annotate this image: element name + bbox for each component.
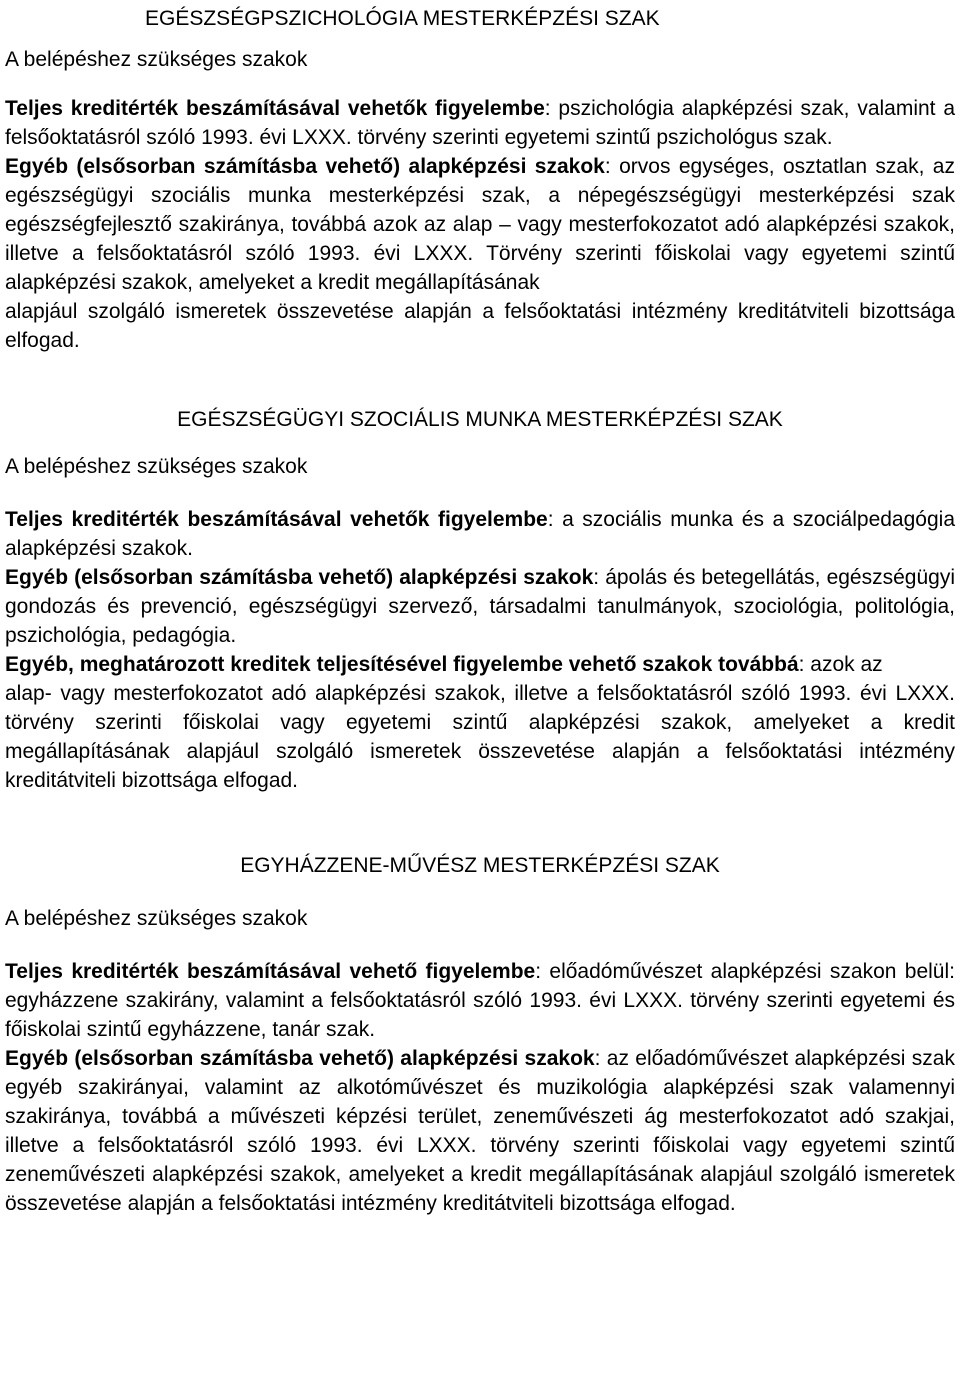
paragraph-full-credit [5,957,955,1044]
paragraph-text: : a szociális munka és a szociálpedagógia alapképzési szakok. [5,508,955,560]
label-bold: Teljes kreditérték beszámításával vehetők figyelembe [5,508,548,531]
label-bold: Egyéb (elsősorban számításba vehető) alapképzési szakok [5,1047,595,1070]
paragraph-text: : előadóművészet alapképzési szakon belül: egyházzene szakirány, valamint a felsőoktatásról szóló 1993. évi LXXX. törvény szerinti egyetemi és főiskolai szintű egyházzene, tanár szak. [5,960,955,1041]
section-subhead: A belépéshez szükséges szakok [5,455,308,478]
paragraph-other-programs [5,563,955,650]
section-subhead: A belépéshez szükséges szakok [5,48,308,71]
paragraph-other-programs [5,1044,955,1218]
paragraph-other-programs [5,152,955,297]
section-subhead: A belépéshez szükséges szakok [5,907,308,930]
section-title: EGÉSZSÉGPSZICHOLÓGIA MESTERKÉPZÉSI SZAK [145,7,660,30]
section-egeszsegugyi-szocialis-munka [5,405,955,795]
label-bold: Egyéb (elsősorban számításba vehető) alapképzési szakok [5,566,594,589]
paragraph-text: : pszichológia alapképzési szak, valamint a felsőoktatásról szóló 1993. évi LXXX. törvény szerinti egyetemi szintű pszichológus szak. [5,97,956,149]
label-bold: Egyéb, meghatározott kreditek teljesítésével figyelembe vehető szakok továbbá [5,653,799,676]
paragraph-text: : ápolás és betegellátás, egészségügyi gondozás és prevenció, egészségügyi szervező, társadalmi tanulmányok, szociológia, politológia, pszichológia, pedagógia. [5,566,955,647]
section-egyhazzene-muvesz [5,851,955,1218]
label-bold: Teljes kreditérték beszámításával vehetők figyelembe [5,97,545,120]
paragraph-full-credit [5,505,955,563]
paragraph-text: : orvos egységes, osztatlan szak, az egészségügyi szociális munka mesterképzési szak, a népegészségügyi mesterképzési szak egészségfejlesztő szakiránya, továbbá azok az alap – vagy mesterfokozatot adó alapképzési szakok, illetve a felsőoktatásról szóló 1993. évi LXXX. Törvény szerinti főiskolai vagy egyetemi szintű alapképzési szakok, amelyeket a kredit megállapításának [5,155,955,294]
label-bold: Teljes kreditérték beszámításával vehető figyelembe [5,960,536,983]
section-egeszsegpszichologia [5,0,955,355]
paragraph-text: : azok az [798,653,883,676]
paragraph-specific-credits [5,650,955,679]
section-title: EGYHÁZZENE-MŰVÉSZ MESTERKÉPZÉSI SZAK [240,854,720,877]
label-bold: Egyéb (elsősorban számításba vehető) alapképzési szakok [5,155,605,178]
paragraph-continuation: alap- vagy mesterfokozatot adó alapképzési szakok, illetve a felsőoktatásról szóló 1993. évi LXXX. törvény szerinti főiskolai vagy egyetemi szintű alapképzési szakok, amelyeket a kredit megállapításának alapjául szolgáló ismeretek összevetése alapján a felsőoktatási intézmény kreditátviteli bizottsága elfogad. [5,682,955,792]
paragraph-continuation: alapjául szolgáló ismeretek összevetése alapján a felsőoktatási intézmény kreditátviteli bizottsága elfogad. [5,300,955,352]
paragraph-full-credit [5,94,955,152]
paragraph-text: : az előadóművészet alapképzési szak egyéb szakirányai, valamint az alkotóművészet és muzikológia alapképzési szak valamennyi szakiránya, továbbá a művészeti képzési terület, zeneművészeti ág mesterfokozatot adó szakjai, illetve a felsőoktatásról szóló 1993. évi LXXX. törvény szerinti főiskolai vagy egyetemi szintű zeneművészeti alapképzési szakok, amelyeket a kredit megállapításának alapjául szolgáló ismeretek összevetése alapján a felsőoktatási intézmény kreditátviteli bizottsága elfogad. [5,1047,955,1215]
section-title: EGÉSZSÉGÜGYI SZOCIÁLIS MUNKA MESTERKÉPZÉSI SZAK [177,408,783,431]
